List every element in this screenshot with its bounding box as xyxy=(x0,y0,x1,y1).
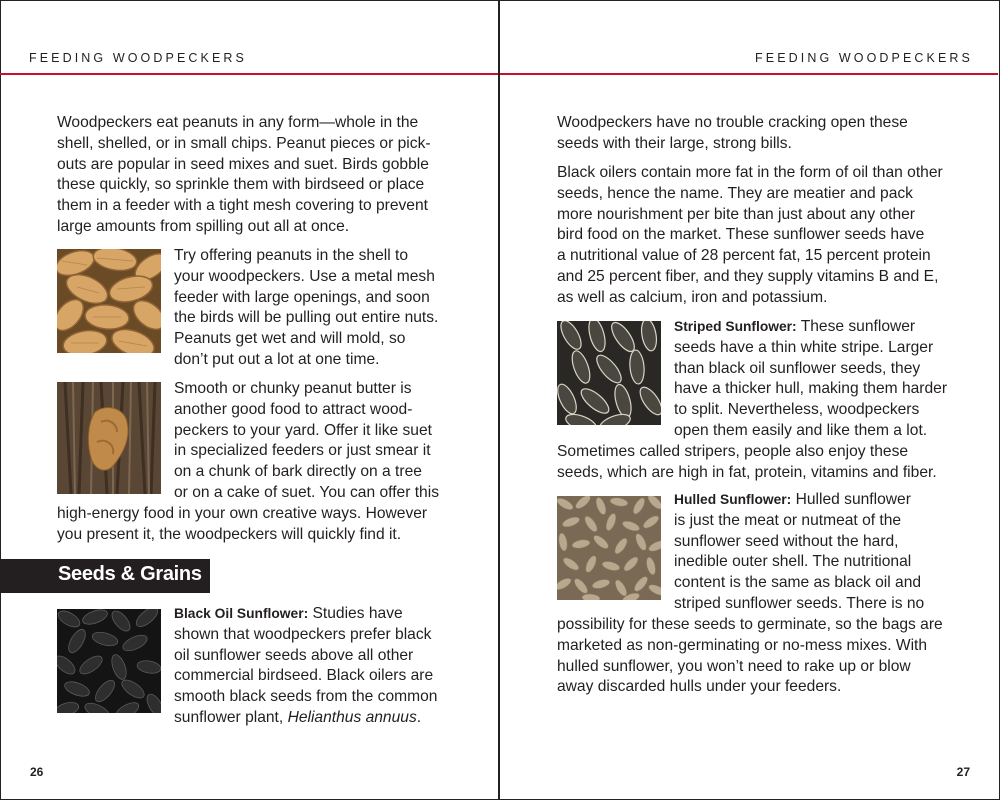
black-oilers-paragraph xyxy=(557,163,943,309)
text-line: smooth black seeds from the common xyxy=(174,688,438,706)
text-line: Woodpeckers eat peanuts in any form—whole in the xyxy=(57,114,419,131)
text-run: sunflower plant, xyxy=(174,708,288,726)
text-line: as well as calcium, iron and potassium. xyxy=(557,288,828,306)
text-line: more nourishment per bite than just about any other xyxy=(557,205,916,223)
latin-name: Helianthus annuus xyxy=(287,708,417,726)
black-oil-paragraph xyxy=(174,604,437,729)
text-run: Studies have xyxy=(308,605,403,622)
section-title: Seeds & Grains xyxy=(58,563,202,585)
text-line: seeds have a thin white stripe. Larger xyxy=(674,338,934,356)
running-head-left: FEEDING WOODPECKERS xyxy=(29,51,247,65)
text-line: Woodpeckers have no trouble cracking open these xyxy=(557,114,908,131)
text-line: open them easily and like them a lot. xyxy=(674,421,928,439)
text-line: shown that woodpeckers prefer black xyxy=(174,625,432,643)
striped-sunflower-wrap xyxy=(557,442,937,484)
text-line: inedible outer shell. The nutritional xyxy=(674,553,912,571)
text-line: these quickly, so sprinkle them with birdseed or place xyxy=(57,176,425,194)
text-line: shell, shelled, or in small chips. Peanut pieces or pick- xyxy=(57,134,431,152)
right-page xyxy=(500,0,998,798)
text-line: seeds, which are high in fat, protein, vitamins and fiber. xyxy=(557,463,937,481)
text-line: have a thicker hull, making them harder xyxy=(674,380,948,398)
peanut-butter-bark-photo xyxy=(57,382,161,494)
text-run: . xyxy=(416,708,422,726)
text-line xyxy=(674,490,924,511)
hulled-sunflower-heading: Hulled Sunflower: xyxy=(674,492,792,507)
running-head-right: FEEDING WOODPECKERS xyxy=(755,51,973,65)
peanut-butter-paragraph xyxy=(174,379,439,504)
text-line: or on a cake of suet. You can offer this xyxy=(174,483,439,501)
page-number-right: 27 xyxy=(956,765,970,779)
text-line: hulled sunflower, you won’t need to rake up or blow xyxy=(557,657,911,675)
intro-paragraph-left xyxy=(57,113,431,238)
text-line: on a chunk of bark directly on a tree xyxy=(174,463,422,481)
section-heading-bar xyxy=(0,559,210,593)
hulled-sunflower-paragraph xyxy=(674,490,924,615)
text-line: striped sunflower seeds. There is no xyxy=(674,594,925,612)
text-line xyxy=(674,317,947,338)
header-rule-right xyxy=(500,73,998,75)
text-line: possibility for these seeds to germinate, so the bags are xyxy=(557,616,943,633)
header-rule-left xyxy=(0,73,498,75)
text-line: seeds, hence the name. They are meatier and pack xyxy=(557,184,913,202)
text-run: These sunflower xyxy=(796,318,916,335)
text-line: content is the same as black oil and xyxy=(674,574,922,592)
text-line: the birds will be pulling out entire nuts. xyxy=(174,309,439,327)
hulled-sunflower-photo xyxy=(557,496,661,600)
text-line: your woodpeckers. Use a metal mesh xyxy=(174,267,435,285)
text-line: in specialized feeders or just smear it xyxy=(174,442,431,460)
text-line: away discarded hulls under your feeders. xyxy=(557,678,842,696)
text-line: a nutritional value of 28 percent fat, 15 percent protein xyxy=(557,247,931,265)
text-line: marketed as non-germinating or no-mess mixes. With xyxy=(557,636,928,654)
page-number-left: 26 xyxy=(30,765,44,779)
intro-paragraph-right xyxy=(557,113,908,155)
text-line: don’t put out a lot at one time. xyxy=(174,350,380,368)
text-line: and 25 percent fiber, and they supply vitamins B and E, xyxy=(557,267,939,285)
text-line xyxy=(174,708,437,729)
black-oil-heading: Black Oil Sunflower: xyxy=(174,606,309,621)
text-line: oil sunflower seeds above all other xyxy=(174,646,414,664)
peanut-butter-wrap xyxy=(57,504,427,546)
left-page xyxy=(0,0,498,798)
text-line: outs are popular in seed mixes and suet. Birds gobble xyxy=(57,155,429,173)
peanuts-photo xyxy=(57,249,161,353)
text-line: sunflower seed without the hard, xyxy=(674,532,899,550)
striped-sunflower-heading: Striped Sunflower: xyxy=(674,319,797,334)
black-oil-sunflower-photo xyxy=(57,609,161,713)
striped-sunflower-paragraph xyxy=(674,317,947,442)
text-line: bird food on the market. These sunflower seeds have xyxy=(557,226,925,244)
text-line: high-energy food in your own creative ways. However xyxy=(57,505,428,522)
text-run: Hulled sunflower xyxy=(791,491,911,508)
text-line: Black oilers contain more fat in the form of oil than other xyxy=(557,164,943,181)
text-line: Peanuts get wet and will mold, so xyxy=(174,330,406,348)
text-line: commercial birdseed. Black oilers are xyxy=(174,667,434,685)
text-line: than black oil sunflower seeds, they xyxy=(674,359,921,377)
text-line: is just the meat or nutmeat of the xyxy=(674,511,902,529)
text-line: Smooth or chunky peanut butter is xyxy=(174,380,412,397)
text-line: feeder with large openings, and soon xyxy=(174,288,430,306)
text-line: large amounts from spilling out all at once. xyxy=(57,217,350,235)
text-line: to split. Nevertheless, woodpeckers xyxy=(674,401,920,419)
text-line xyxy=(174,604,437,625)
hulled-sunflower-wrap xyxy=(557,615,943,698)
peanuts-paragraph xyxy=(174,246,438,371)
text-line: them in a feeder with a tight mesh covering to prevent xyxy=(57,197,428,215)
text-line: seeds with their large, strong bills. xyxy=(557,134,792,152)
text-line: Try offering peanuts in the shell to xyxy=(174,247,409,264)
text-line: another good food to attract wood- xyxy=(174,400,413,418)
text-line: Sometimes called stripers, people also enjoy these xyxy=(557,443,909,460)
text-line: you present it, the woodpeckers will quickly find it. xyxy=(57,525,402,543)
text-line: peckers to your yard. Offer it like suet xyxy=(174,421,432,439)
striped-sunflower-photo xyxy=(557,321,661,425)
